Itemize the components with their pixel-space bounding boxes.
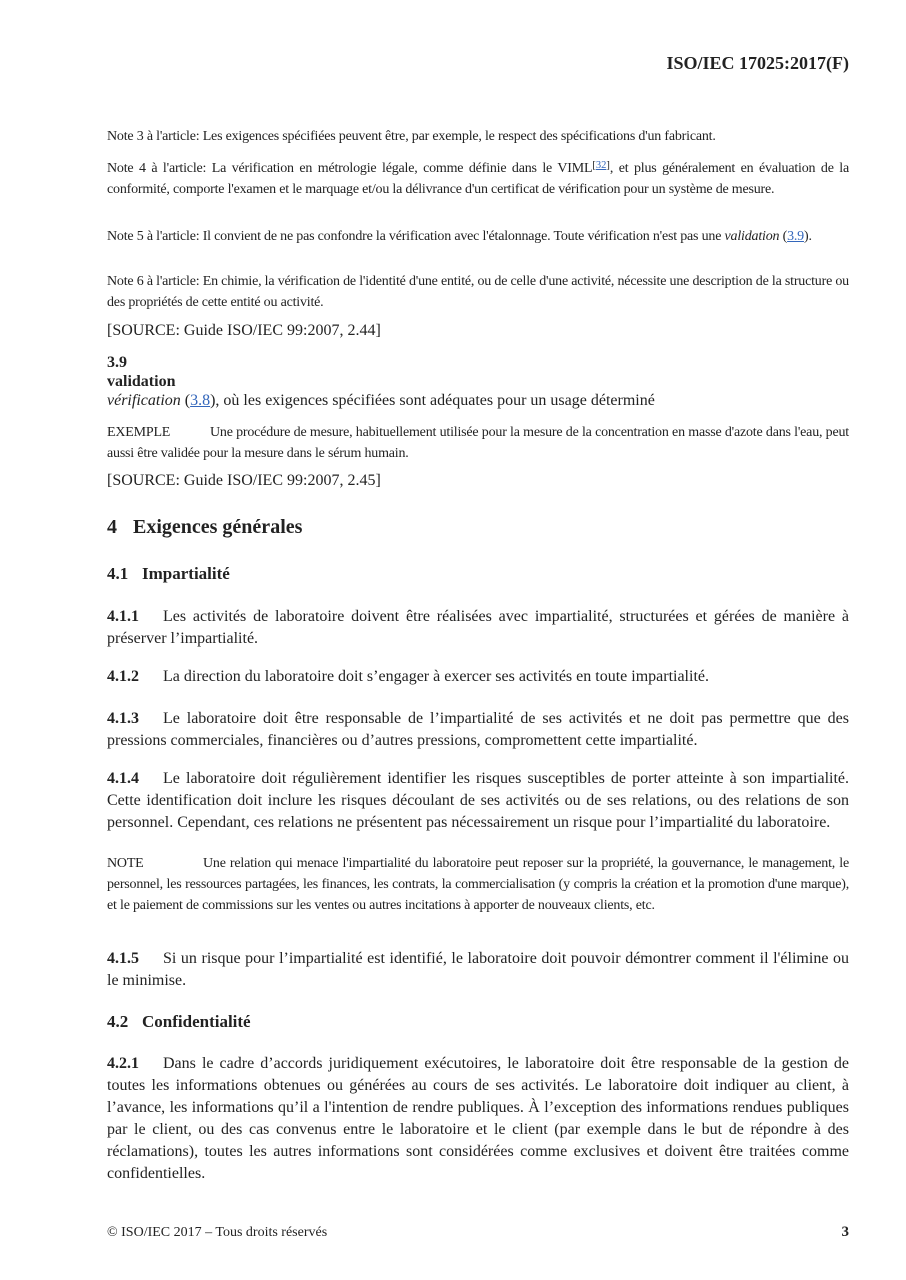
clause-text: Les activités de laboratoire doivent être réalisées avec impartialité, structurées et gérées de manière à préserver l’impartialité.	[107, 608, 849, 647]
paren-close: ).	[803, 229, 812, 244]
note-3-paragraph	[107, 126, 849, 147]
source-reference-2-44	[107, 320, 849, 342]
page-header	[107, 50, 849, 76]
clause-4-1-1-paragraph	[107, 606, 849, 650]
clause-4-1-4-paragraph	[107, 768, 849, 834]
bibliography-reference-mark	[592, 160, 610, 171]
note-5-paragraph	[107, 226, 849, 247]
clause-text: Le laboratoire doit régulièrement identifier les risques susceptibles de porter atteinte à son impartialité. Cette identification doit inclure les risques découlant de ses activités ou de ses relations, ou des relations de son personnel. Cependant, ces relations ne présentent pas nécessairement un risque pour l’impartialité du laboratoire.	[107, 770, 849, 831]
bracket-close: ]	[606, 160, 610, 171]
example-paragraph	[107, 422, 849, 464]
section-4-2-heading	[107, 1010, 849, 1034]
source-reference-2-45	[107, 470, 849, 492]
clause-text: La direction du laboratoire doit s’engager à exercer ses activités en toute impartialité.	[163, 668, 709, 685]
paren-open: (	[779, 229, 788, 244]
section-title: Confidentialité	[142, 1012, 251, 1031]
section-number: 4	[107, 516, 117, 538]
clause-text: Dans le cadre d’accords juridiquement exécutoires, le laboratoire doit être responsable de la gestion de toutes les informations obtenues ou générées au cours de ses activités. Le laboratoire doit indiquer au client, à l’avance, les informations qu’il a l'intention de rendre publiques. À l’exception des informations rendues publiques par le client, ou des cas convenus entre le laboratoire et le client (par exemple dans le but de répondre à des réclamations), toutes les autres informations sont considérées comme exclusives et doivent être traitées comme confidentielles.	[107, 1055, 849, 1182]
cross-reference-link-3-8[interactable]: 3.8	[190, 392, 211, 409]
section-number: 4.1	[107, 564, 129, 583]
term-name: validation	[107, 373, 176, 390]
clause-number: 4.1.1	[107, 608, 139, 625]
term-number: 3.9	[107, 354, 127, 371]
clause-number: 4.1.3	[107, 710, 139, 727]
example-label: EXEMPLE	[107, 425, 171, 440]
section-4-heading	[107, 514, 849, 540]
note-3-text: Note 3 à l'article: Les exigences spécifiées peuvent être, par exemple, le respect des spécifications d'un fabricant.	[107, 129, 716, 144]
section-title: Impartialité	[142, 564, 230, 583]
clause-4-2-1-paragraph	[107, 1053, 849, 1185]
clause-text: Le laboratoire doit être responsable de l’impartialité de ses activités et ne doit pas permettre que des pressions commerciales, financières ou d’autres pressions, compromettent cette impartialité.	[107, 710, 849, 749]
note-4-text-pre: Note 4 à l'article: La vérification en métrologie légale, comme définie dans le VIML	[107, 161, 593, 176]
document-title: ISO/IEC 17025:2017(F)	[666, 53, 849, 73]
page-number: 3	[841, 1224, 849, 1240]
note-4-text-post: , et plus généralement en évaluation de la conformité, comporte l'examen et le marquage et/ou la délivrance d'un certificat de vérification pour un système de mesure.	[107, 161, 849, 197]
note-paragraph-4-1-4	[107, 853, 849, 916]
note-4-paragraph	[107, 158, 849, 200]
bibliography-reference-link-32[interactable]: 32	[595, 160, 607, 171]
section-4-1-heading	[107, 562, 849, 586]
clause-number: 4.1.5	[107, 950, 139, 967]
note-5-text-pre: Note 5 à l'article: Il convient de ne pas confondre la vérification avec l'étalonnage. Toute vérification n'est pas une	[107, 229, 725, 244]
term-definition-rest: ), où les exigences spécifiées sont adéquates pour un usage déterminé	[210, 392, 655, 409]
note-text: Une relation qui menace l'impartialité du laboratoire peut reposer sur la propriété, la gouvernance, le management, le personnel, les ressources partagées, les finances, les contrats, la commercialisation (y compris la création et la promotion d'une marque), et le paiement de commissions sur les ventes ou autres incitations à apporter de nouveaux clients, etc.	[107, 856, 849, 913]
clause-4-1-5-paragraph	[107, 948, 849, 992]
section-number: 4.2	[107, 1012, 129, 1031]
term-verification-italic: vérification	[107, 392, 181, 409]
cross-reference-link-3-9[interactable]: 3.9	[787, 229, 804, 244]
clause-number: 4.2.1	[107, 1055, 139, 1072]
source-2-45-text: [SOURCE: Guide ISO/IEC 99:2007, 2.45]	[107, 472, 381, 489]
term-definition	[107, 391, 849, 410]
copyright-notice: © ISO/IEC 2017 – Tous droits réservés	[107, 1225, 328, 1240]
clause-4-1-2-paragraph	[107, 666, 849, 688]
paren-open: (	[180, 392, 191, 409]
term-validation-italic: validation	[724, 229, 780, 244]
source-2-44-text: [SOURCE: Guide ISO/IEC 99:2007, 2.44]	[107, 322, 381, 339]
note-6-text: Note 6 à l'article: En chimie, la vérification de l'identité d'une entité, ou de celle d'une activité, nécessite une description de la structure ou des propriétés de cette entité ou activité.	[107, 274, 849, 310]
clause-number: 4.1.2	[107, 668, 139, 685]
clause-number: 4.1.4	[107, 770, 139, 787]
clause-4-1-3-paragraph	[107, 708, 849, 752]
note-6-paragraph	[107, 271, 849, 313]
example-text: Une procédure de mesure, habituellement utilisée pour la mesure de la concentration en masse d'azote dans l'eau, peut aussi être validée pour la mesure dans le sérum humain.	[107, 425, 849, 461]
clause-text: Si un risque pour l’impartialité est identifié, le laboratoire doit pouvoir démontrer comment il l'élimine ou le minimise.	[107, 950, 849, 989]
page-footer	[107, 1222, 849, 1243]
term-entry-3-9	[107, 353, 849, 410]
note-label: NOTE	[107, 856, 144, 871]
section-title: Exigences générales	[133, 516, 303, 538]
bracket-open: [	[592, 160, 596, 171]
